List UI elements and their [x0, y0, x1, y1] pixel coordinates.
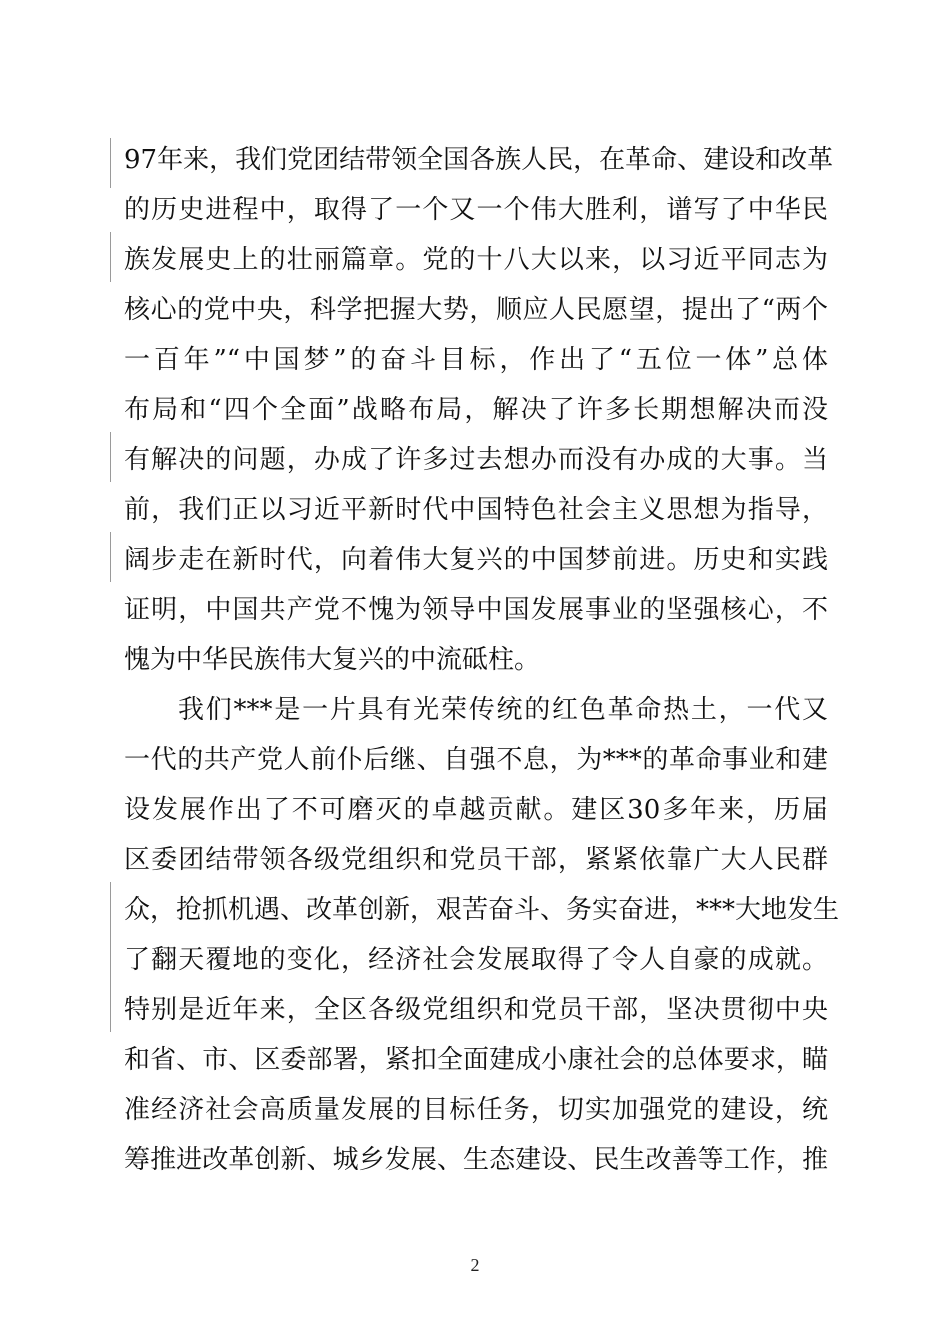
revision-bar	[110, 138, 111, 188]
text-line: 准经济社会高质量发展的目标任务，切实加强党的建设，统	[124, 1095, 828, 1125]
revision-bar	[110, 532, 111, 582]
text-line: 设发展作出了不可磨灭的卓越贡献。建区30多年来，历届	[124, 795, 828, 825]
text-line: 我们***是一片具有光荣传统的红色革命热土，一代又	[178, 695, 828, 725]
page-number: 2	[470, 1255, 480, 1275]
text-line: 和省、市、区委部署，紧扣全面建成小康社会的总体要求，瞄	[124, 1045, 828, 1075]
revision-bar	[110, 432, 111, 482]
text-line: 97年来，我们党团结带领全国各族人民，在革命、建设和改革	[124, 145, 834, 175]
text-line: 族发展史上的壮丽篇章。党的十八大以来，以习近平同志为	[124, 245, 828, 275]
text-line: 一代的共产党人前仆后继、自强不息，为***的革命事业和建	[124, 745, 828, 775]
text-line: 筹推进改革创新、城乡发展、生态建设、民生改善等工作，推	[124, 1145, 828, 1175]
text-line: 区委团结带领各级党组织和党员干部，紧紧依靠广大人民群	[124, 845, 828, 875]
text-line: 众，抢抓机遇、改革创新，艰苦奋斗、务实奋进，***大地发生	[124, 895, 840, 925]
text-line: 前，我们正以习近平新时代中国特色社会主义思想为指导，	[124, 495, 828, 525]
text-line: 有解决的问题，办成了许多过去想办而没有办成的大事。当	[124, 445, 828, 475]
text-line: 了翻天覆地的变化，经济社会发展取得了令人自豪的成就。	[124, 945, 828, 975]
text-line: 核心的党中央，科学把握大势，顺应人民愿望，提出了“两个	[124, 295, 828, 325]
text-line: 一百年”“中国梦”的奋斗目标，作出了“五位一体”总体	[124, 345, 828, 375]
text-line: 布局和“四个全面”战略布局，解决了许多长期想解决而没	[124, 395, 828, 425]
text-line: 愧为中华民族伟大复兴的中流砥柱。	[124, 645, 541, 675]
text-line: 证明，中国共产党不愧为领导中国发展事业的坚强核心，不	[124, 595, 828, 625]
revision-bar	[110, 232, 111, 282]
text-line: 特别是近年来，全区各级党组织和党员干部，坚决贯彻中央	[124, 995, 828, 1025]
revision-bar	[110, 882, 111, 1032]
text-line: 的历史进程中，取得了一个又一个伟大胜利，谱写了中华民	[124, 195, 828, 225]
text-line: 阔步走在新时代，向着伟大复兴的中国梦前进。历史和实践	[124, 545, 828, 575]
